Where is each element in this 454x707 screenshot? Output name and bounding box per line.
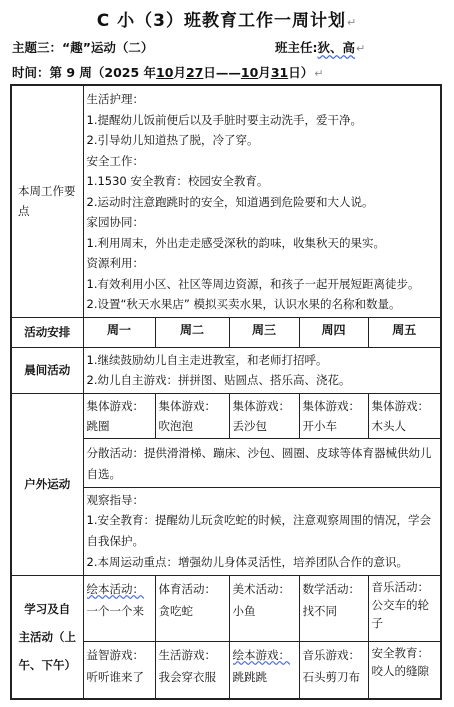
focus-line: 生活护理： bbox=[86, 92, 144, 106]
morning-label: 晨间活动 bbox=[11, 347, 83, 393]
outdoor-scattered: 分散活动：提供滑滑梯、蹦床、沙包、圆圈、皮球等体育器械供幼儿自选。 bbox=[83, 438, 441, 487]
schedule-header-row bbox=[11, 317, 441, 347]
focus-line: 1.利用周末，外出走走感受深秋的韵味，收集秋天的果实。 bbox=[86, 235, 385, 250]
plan-title: C 小（3）班教育工作一周计划↵ bbox=[96, 11, 358, 31]
schedule-label: 活动安排 bbox=[11, 317, 83, 347]
week-focus-row bbox=[11, 85, 441, 317]
outdoor-game-tue: 集体游戏： 吹泡泡 bbox=[155, 393, 229, 438]
focus-line: 家园协同： bbox=[86, 215, 144, 229]
teacher-line: 班主任:狄、高↵ bbox=[275, 40, 366, 55]
learning-fri-2: 安全教育： 咬人的缝隙 bbox=[368, 641, 441, 699]
morning-content bbox=[83, 347, 441, 393]
day-wednesday: 周三 bbox=[229, 317, 299, 347]
morning-line: 2.幼儿自主游戏：拼拼图、贴圆点、搭乐高、浇花。 bbox=[86, 373, 351, 387]
focus-line: 1.有效利用小区、社区等周边资源，和孩子一起开展短距离徒步。 bbox=[86, 276, 420, 291]
learning-wed-2: 绘本游戏： 跳跳跳 bbox=[229, 641, 299, 699]
learning-label: 学习及自 主活动（上 午、下午） bbox=[11, 575, 83, 699]
weekly-plan-table bbox=[10, 84, 442, 700]
outdoor-label: 户外运动 bbox=[11, 393, 83, 575]
time-line: 时间：第 9 周（2025 年10月27日——10月31日）↵ bbox=[12, 65, 324, 80]
theme-line: 主题三：“趣”运动（二） bbox=[12, 40, 154, 55]
outdoor-observe: 观察指导： 1.安全教育：提醒幼儿玩贪吃蛇的时候，注意观察周围的情况，学会自我保护。 2.本周运动重点：增强幼儿身体灵活性，培养团队合作的意识。 bbox=[83, 487, 441, 575]
learning-tue-2: 生活游戏： 我会穿衣服 bbox=[155, 641, 229, 699]
focus-line: 安全工作： bbox=[86, 153, 144, 168]
week-focus-label: 本周工作要点 bbox=[11, 85, 83, 317]
focus-line: 2.设置“秋天水果店” 模拟买卖水果，认识水果的名称和数量。 bbox=[86, 297, 401, 311]
focus-line: 2.运动时注意跑跳时的安全，知道遇到危险要和大人说。 bbox=[86, 194, 374, 209]
outdoor-game-fri: 集体游戏： 木头人 bbox=[368, 393, 441, 438]
learning-thu-1: 数学活动： 找不同 bbox=[299, 575, 368, 641]
day-monday: 周一 bbox=[83, 317, 155, 347]
outdoor-game-mon: 集体游戏： 跳圈 bbox=[83, 393, 155, 438]
focus-line: 1.提醒幼儿饭前便后以及手脏时要主动洗手，爱干净。 bbox=[86, 112, 362, 127]
focus-line: 资源利用： bbox=[86, 256, 144, 270]
outdoor-game-thu: 集体游戏： 开小车 bbox=[299, 393, 368, 438]
learning-mon-1: 绘本活动： 一个一个来 bbox=[83, 575, 155, 641]
week-focus-content bbox=[83, 85, 441, 317]
learning-thu-2: 音乐游戏： 石头剪刀布 bbox=[299, 641, 368, 699]
outdoor-games-row bbox=[11, 393, 441, 438]
outdoor-game-wed: 集体游戏： 丢沙包 bbox=[229, 393, 299, 438]
learning-wed-1: 美术活动： 小鱼 bbox=[229, 575, 299, 641]
day-thursday: 周四 bbox=[299, 317, 368, 347]
morning-row bbox=[11, 347, 441, 393]
learning-fri-1: 音乐活动： 公交车的轮子 bbox=[368, 575, 441, 641]
focus-line: 2.引导幼儿知道热了脱，冷了穿。 bbox=[86, 133, 259, 147]
learning-tue-1: 体育活动： 贪吃蛇 bbox=[155, 575, 229, 641]
learning-mon-2: 益智游戏： 听听谁来了 bbox=[83, 641, 155, 699]
day-friday: 周五 bbox=[368, 317, 441, 347]
day-tuesday: 周二 bbox=[155, 317, 229, 347]
morning-line: 1.继续鼓励幼儿自主走进教室，和老师打招呼。 bbox=[86, 352, 328, 367]
learning-row-1 bbox=[11, 575, 441, 641]
focus-line: 1.1530 安全教育：校园安全教育。 bbox=[86, 174, 269, 188]
